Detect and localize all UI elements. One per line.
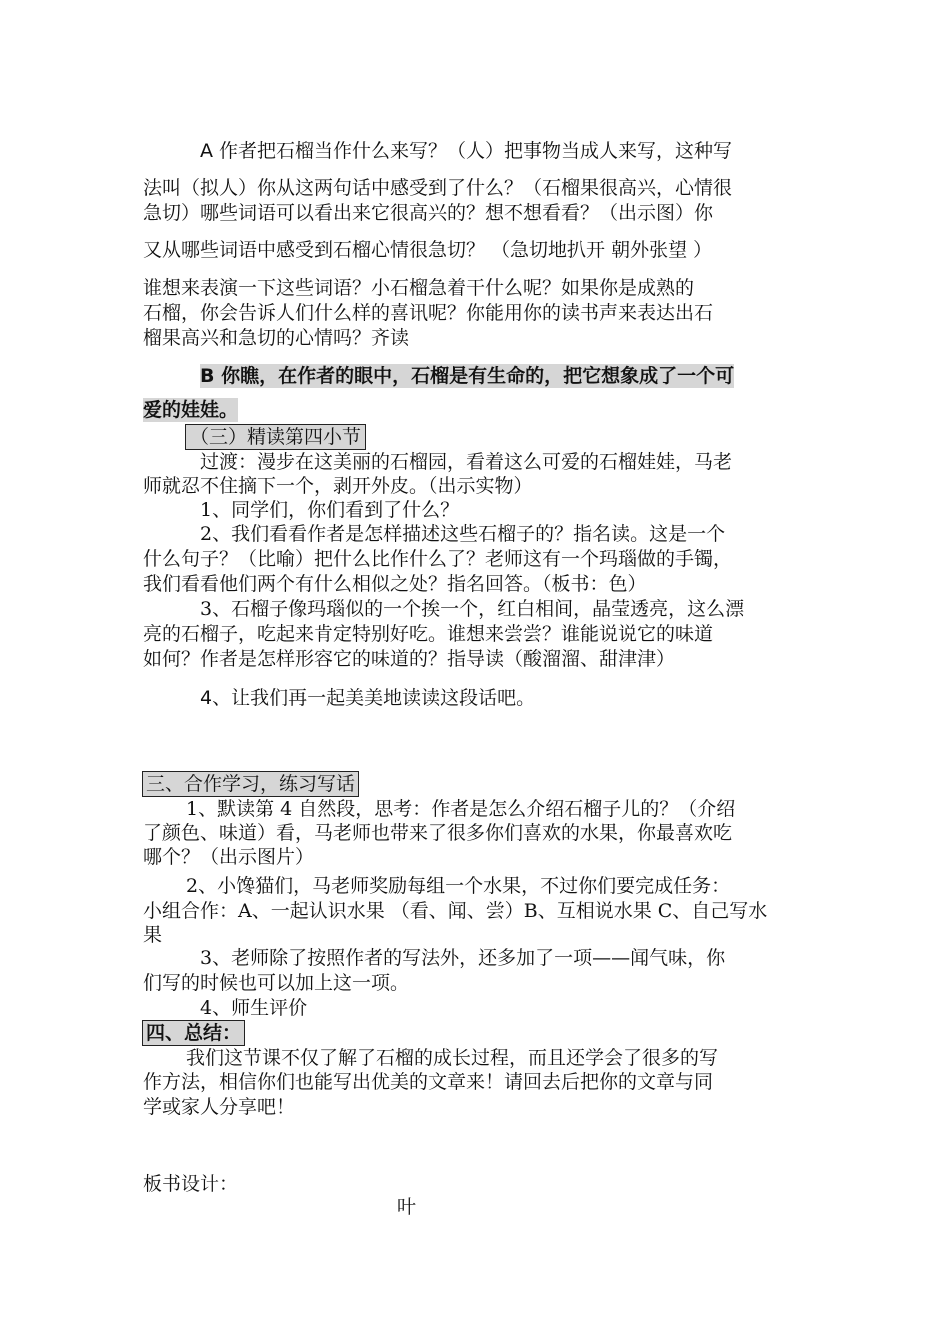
paragraph-a-line-5: 谁想来表演一下这些词语？小石榴急着干什么呢？如果你是成熟的 xyxy=(143,277,695,299)
section-3-line-8: 亮的石榴子，吃起来肯定特别好吃。谁想来尝尝？谁能说说它的味道 xyxy=(143,623,714,645)
paragraph-a-line-3: 急切）哪些词语可以看出来它很高兴的？想不想看看？（出示图）你 xyxy=(143,202,714,224)
section-3-line-7: 3、石榴子像玛瑙似的一个挨一个，红白相间，晶莹透亮，这么漂 xyxy=(200,598,745,620)
part-3-heading: 三、合作学习，练习写话 xyxy=(143,772,358,796)
paragraph-a-line-6: 石榴，你会告诉人们什么样的喜讯呢？你能用你的读书声来表达出石 xyxy=(143,302,714,324)
part-3-line-8: 们写的时候也可以加上这一项。 xyxy=(143,972,410,994)
section-3-line-6: 我们看看他们两个有什么相似之处？指名回答。（板书：色） xyxy=(143,573,647,595)
part-4-line-1: 我们这节课不仅了解了石榴的成长过程，而且还学会了很多的写 xyxy=(186,1047,719,1069)
paragraph-a-line-4: 又从哪些词语中感受到石榴心情很急切？ （急切地扒开 朝外张望 ） xyxy=(143,239,713,261)
section-3-line-4: 2、我们看看作者是怎样描述这些石榴子的？指名读。这是一个 xyxy=(200,523,726,545)
part-4-heading: 四、总结： xyxy=(143,1021,244,1045)
section-3-line-2: 师就忍不住摘下一个，剥开外皮。（出示实物） xyxy=(143,475,533,497)
section-3-line-5: 什么句子？（比喻）把什么比作什么了？老师这有一个玛瑙做的手镯， xyxy=(143,548,733,570)
section-3-line-1: 过渡：漫步在这美丽的石榴园，看着这么可爱的石榴娃娃，马老 xyxy=(200,451,733,473)
part-3-line-5: 小组合作：A、一起认识水果 （看、闻、尝）B、互相说水果 C、自己写水 xyxy=(143,900,768,922)
part-3-line-9: 4、师生评价 xyxy=(200,997,308,1019)
part-4-line-3: 学或家人分享吧！ xyxy=(143,1096,296,1118)
part-3-line-2: 了颜色、味道）看，马老师也带来了很多你们喜欢的水果，你最喜欢吃 xyxy=(143,822,733,844)
section-3-heading: （三）精读第四小节 xyxy=(186,425,365,449)
part-3-line-1: 1、默读第 4 自然段，思考：作者是怎么介绍石榴子儿的？（介绍 xyxy=(186,798,736,820)
part-3-line-6: 果 xyxy=(143,924,163,946)
board-design-item: 叶 xyxy=(397,1196,417,1218)
section-3-line-3: 1、同学们，你们看到了什么？ xyxy=(200,499,460,521)
section-3-line-10: 4、让我们再一起美美地读读这段话吧。 xyxy=(200,687,536,709)
part-3-line-4: 2、小馋猫们，马老师奖励每组一个水果，不过你们要完成任务： xyxy=(186,875,731,897)
part-4-line-2: 作方法，相信你们也能写出优美的文章来！请回去后把你的文章与同 xyxy=(143,1071,714,1093)
section-3-line-9: 如何？作者是怎样形容它的味道的？指导读（酸溜溜、甜津津） xyxy=(143,648,676,670)
board-design-label: 板书设计： xyxy=(143,1173,239,1195)
paragraph-a-line-2: 法叫（拟人）你从这两句话中感受到了什么？（石榴果很高兴，心情很 xyxy=(143,177,733,199)
paragraph-b-line-1: B 你瞧，在作者的眼中，石榴是有生命的，把它想象成了一个可 xyxy=(200,365,735,387)
paragraph-a-line-7: 榴果高兴和急切的心情吗？齐读 xyxy=(143,327,410,349)
part-3-line-3: 哪个？（出示图片） xyxy=(143,846,315,868)
paragraph-a-line-1: A 作者把石榴当作什么来写？（人）把事物当成人来写，这种写 xyxy=(200,140,733,162)
part-3-line-7: 3、老师除了按照作者的写法外，还多加了一项——闻气味，你 xyxy=(200,947,726,969)
paragraph-b-line-2: 爱的娃娃。 xyxy=(143,399,239,421)
